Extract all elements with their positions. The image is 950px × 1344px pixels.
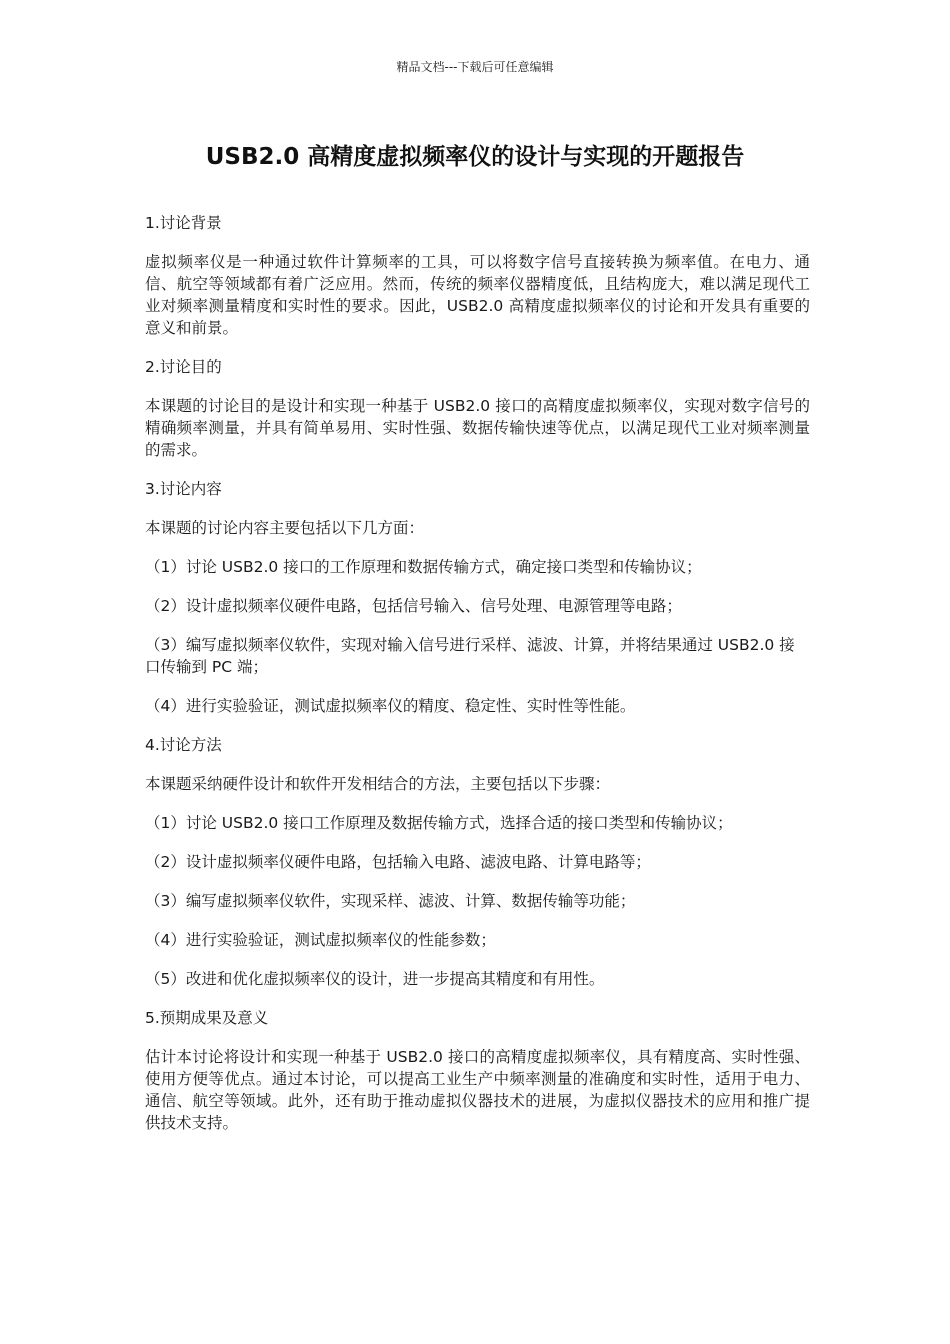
- document-body: [145, 212, 810, 1151]
- section-heading: 3.讨论内容: [145, 480, 222, 498]
- list-item: （1）讨论 USB2.0 接口工作原理及数据传输方式，选择合适的接口类型和传输协议；: [145, 814, 733, 832]
- list-item: （2）设计虚拟频率仪硬件电路，包括信号输入、信号处理、电源管理等电路；: [145, 597, 682, 615]
- list-item: （4）进行实验验证，测试虚拟频率仪的性能参数；: [145, 931, 496, 949]
- list-item: （3）编写虚拟频率仪软件，实现对输入信号进行采样、滤波、计算，并将结果通过 USB2.0 接口传输到 PC 端；: [145, 636, 795, 676]
- section-paragraph: 本课题的讨论目的是设计和实现一种基于 USB2.0 接口的高精度虚拟频率仪，实现对数字信号的精确频率测量，并具有简单易用、实时性强、数据传输快速等优点，以满足现代工业对频率测量的需求。: [145, 397, 810, 459]
- section-heading: 4.讨论方法: [145, 736, 222, 754]
- list-item: （5）改进和优化虚拟频率仪的设计，进一步提高其精度和有用性。: [145, 970, 605, 988]
- section-heading: 1.讨论背景: [145, 214, 222, 232]
- page-header: 精品文档---下载后可任意编辑: [396, 60, 554, 74]
- list-item: （3）编写虚拟频率仪软件，实现采样、滤波、计算、数据传输等功能；: [145, 892, 636, 910]
- section-paragraph: 估计本讨论将设计和实现一种基于 USB2.0 接口的高精度虚拟频率仪，具有精度高、实时性强、使用方便等优点。通过本讨论，可以提高工业生产中频率测量的准确度和实时性，适用于电力、通信、航空等领域。此外，还有助于推动虚拟仪器技术的进展，为虚拟仪器技术的应用和推广提供技术支持。: [145, 1048, 810, 1132]
- list-item: （1）讨论 USB2.0 接口的工作原理和数据传输方式，确定接口类型和传输协议；: [145, 558, 702, 576]
- list-item: （2）设计虚拟频率仪硬件电路，包括输入电路、滤波电路、计算电路等；: [145, 853, 651, 871]
- section-heading: 5.预期成果及意义: [145, 1009, 269, 1027]
- section-paragraph: 虚拟频率仪是一种通过软件计算频率的工具，可以将数字信号直接转换为频率值。在电力、通信、航空等领域都有着广泛应用。然而，传统的频率仪器精度低，且结构庞大，难以满足现代工业对频率测量精度和实时性的要求。因此，USB2.0 高精度虚拟频率仪的讨论和开发具有重要的意义和前景。: [145, 253, 810, 337]
- section-intro: 本课题采纳硬件设计和软件开发相结合的方法，主要包括以下步骤：: [145, 775, 611, 793]
- document-title: USB2.0 高精度虚拟频率仪的设计与实现的开题报告: [205, 144, 745, 170]
- list-item: （4）进行实验验证，测试虚拟频率仪的精度、稳定性、实时性等性能。: [145, 697, 636, 715]
- section-intro: 本课题的讨论内容主要包括以下几方面：: [145, 519, 425, 537]
- section-heading: 2.讨论目的: [145, 358, 222, 376]
